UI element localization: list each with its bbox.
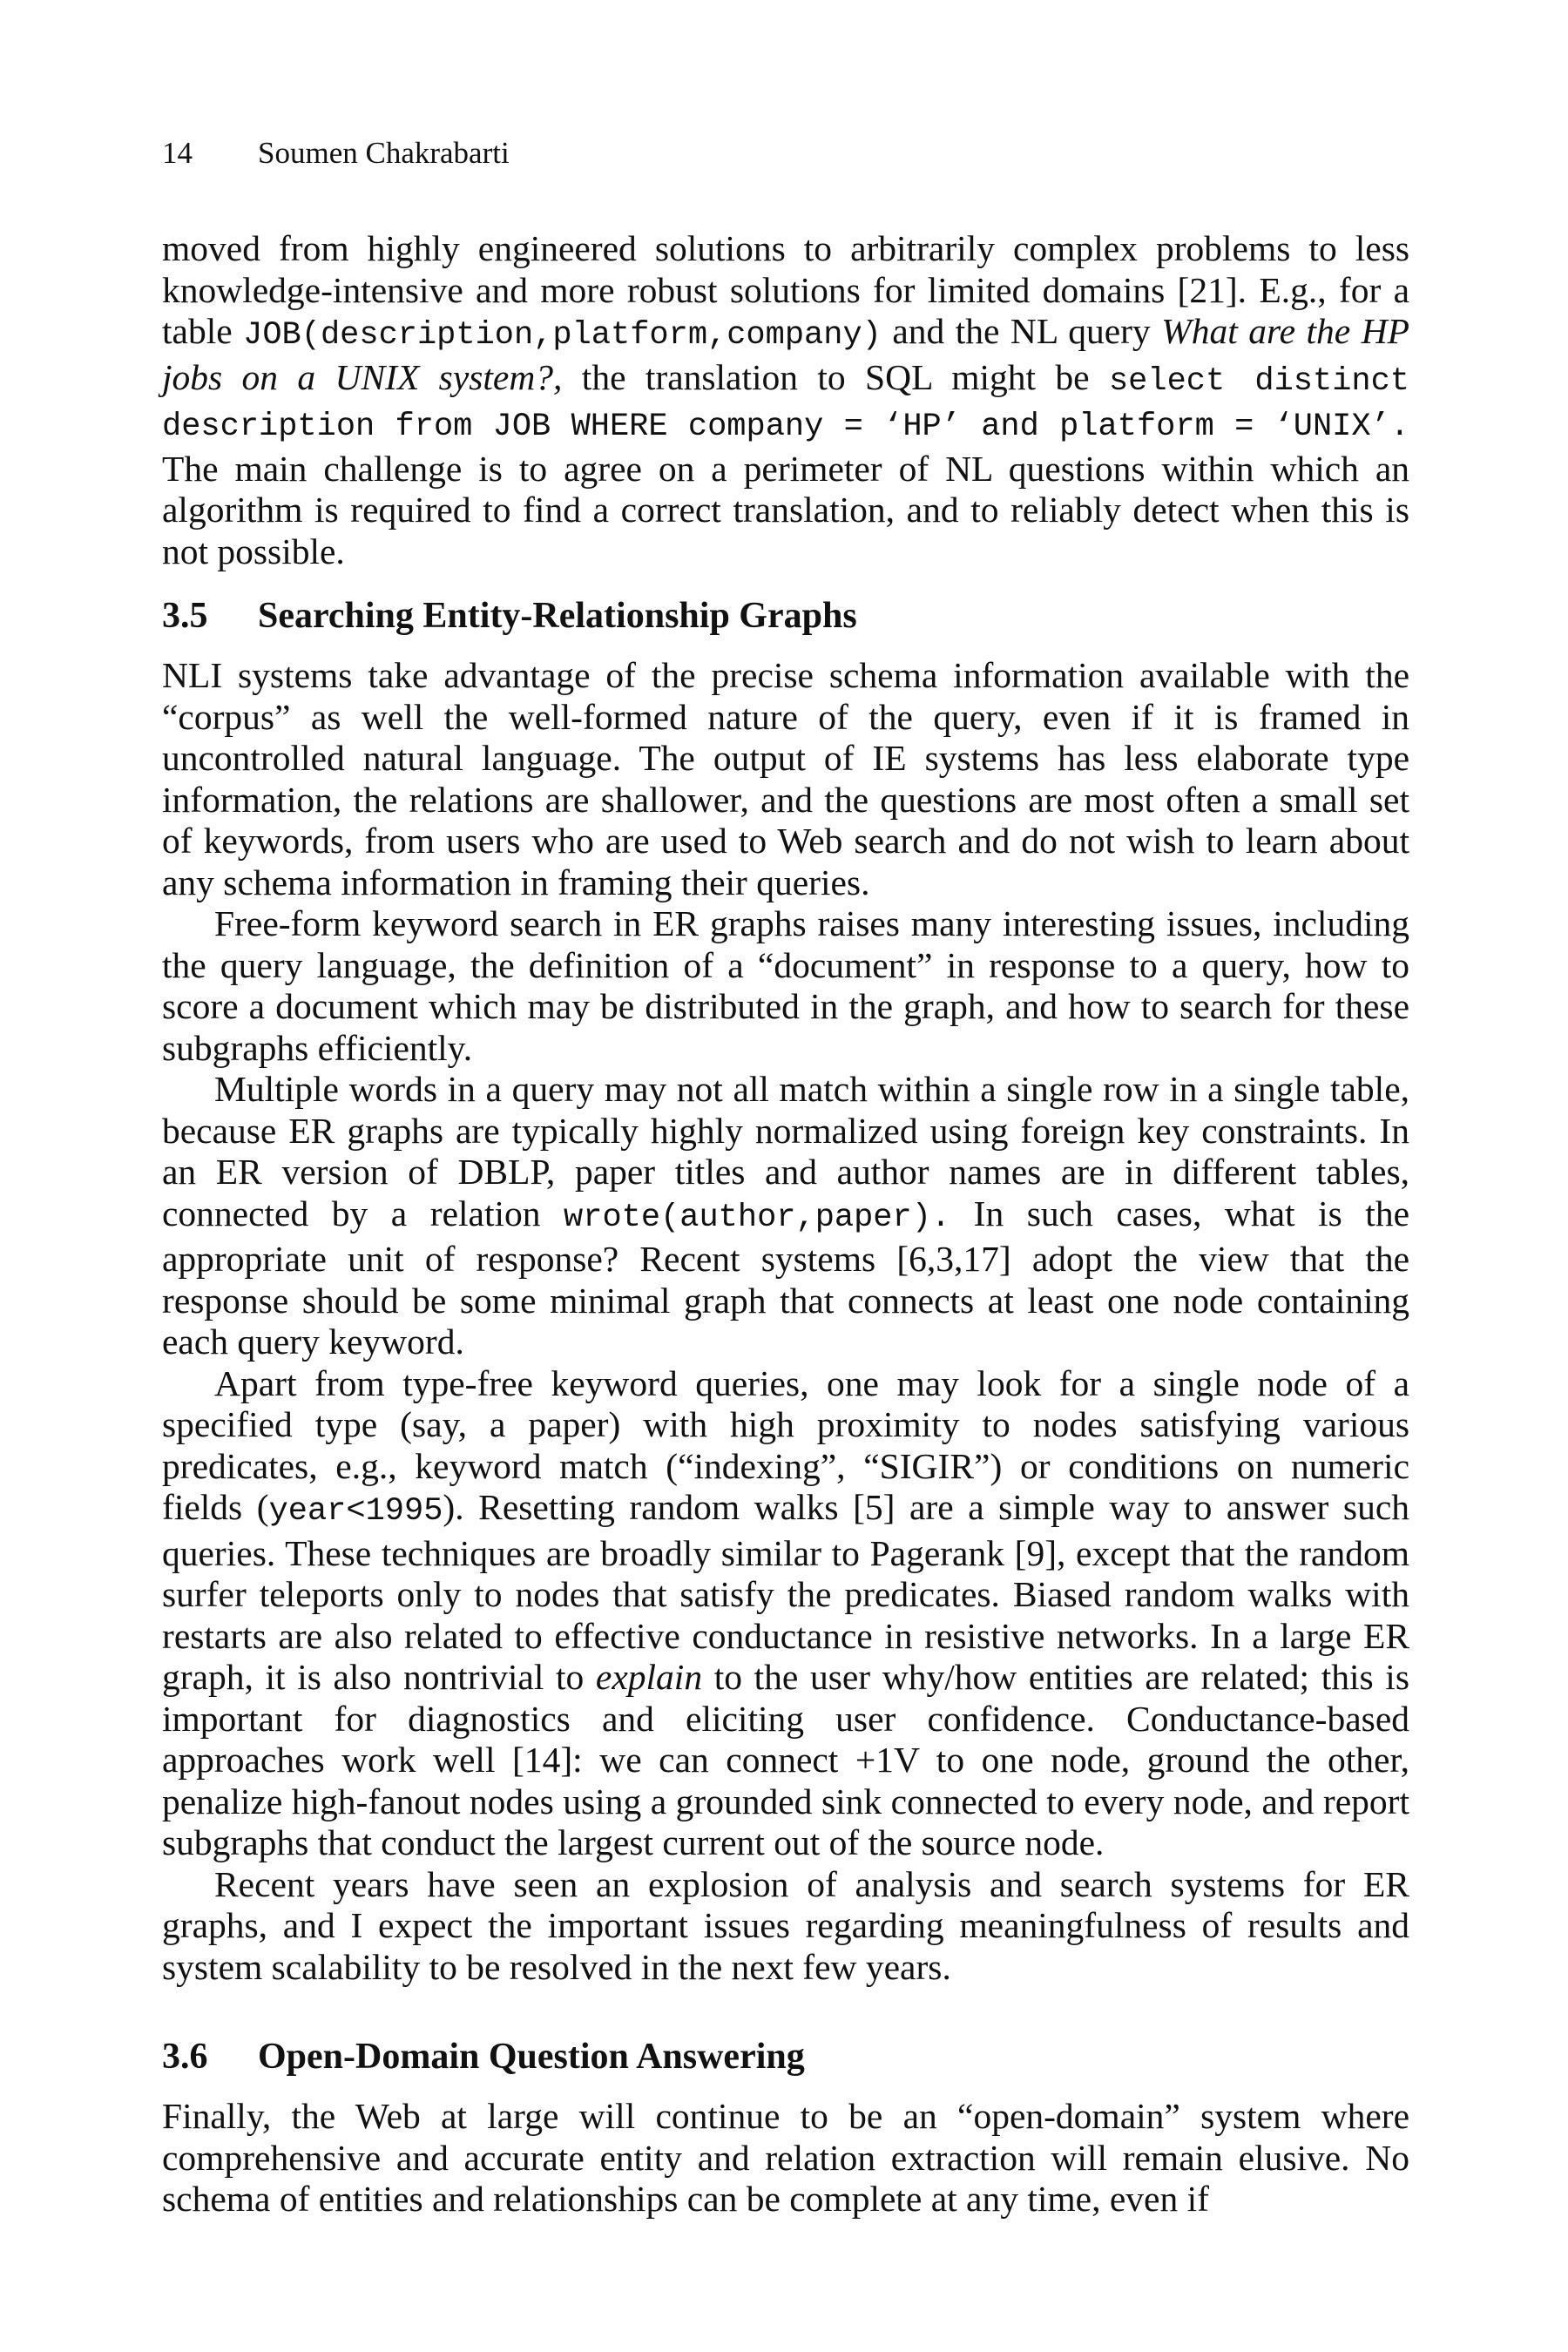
paragraph: NLI systems take advantage of the precise schema information available with the “corpus” as well the well-formed nature of the query, even if it is framed in uncontrolled natural language. The output of IE systems has less elaborate type information, the relations are shallower, and the questions are most often a small set of keywords, from users who are used to Web search and do not wish to learn about any schema information in framing their queries. — [162, 655, 1409, 902]
section-number: 3.5 — [162, 596, 208, 636]
paragraph-text: In such cases, what is the appropriate unit of response? Recent systems [6,3,17] adopt the view that the response should be some minimal graph that connects at least one node containing each query keyword. — [162, 1193, 1409, 1362]
page-number: 14 — [162, 136, 193, 170]
section-3-6 — [162, 2036, 1409, 2220]
paragraph-text: ). Resetting random walks [5] are a simple way to answer such queries. These techniques are broadly similar to Pagerank [9], except that the random surfer teleports only to nodes that satisfy the predicates. Biased random walks with restarts are also related to effective conductance in resistive networks. In a large ER graph, it is also nontrivial to — [162, 1487, 1409, 1697]
intro-text-2: and the NL query — [881, 311, 1162, 351]
paragraph — [162, 1363, 1409, 1864]
section-3-5 — [162, 595, 1409, 1988]
intro-code-table: JOB(description,platform,company) — [243, 317, 882, 354]
paragraph: Recent years have seen an explosion of analysis and search systems for ER graphs, and I expect the important issues regarding meaningfulness of results and system scalability to be resolved in the next few years. — [162, 1863, 1409, 1987]
paragraph: Free-form keyword search in ER graphs raises many interesting issues, including the query language, the definition of a “document” in response to a query, how to score a document which may be distributed in the graph, and how to search for these subgraphs efficiently. — [162, 903, 1409, 1068]
intro-paragraph — [162, 228, 1409, 572]
paragraph-text: to the user why/how entities are related; this is important for diagnostics and eliciting user confidence. Conductance-based approaches work well [14]: we can connect +1V to one node, ground the other, penalize high-fanout nodes using a grounded sink connected to every node, and report subgraphs that conduct the largest current out of the source node. — [162, 1657, 1409, 1862]
intro-block — [162, 228, 1409, 572]
predicate-code: year<1995 — [268, 1493, 443, 1530]
section-heading-3-5 — [162, 595, 1409, 637]
section-title: Searching Entity-Relationship Graphs — [258, 596, 857, 636]
intro-text-3: the translation to SQL might be — [562, 356, 1109, 397]
intro-nl-query: What are the HP jobs on a UNIX system?, — [162, 311, 1410, 397]
running-author: Soumen Chakrabarti — [258, 136, 510, 170]
paragraph-text: Apart from type-free keyword queries, one may look for a single node of a specified type (say, a paper) with high proximity to nodes satisfying various predicates, e.g., keyword match (“indexing”, “SIGIR”) or conditions on numeric fields ( — [162, 1362, 1409, 1527]
intro-text-4: The main challenge is to agree on a perimeter of NL questions within which an algorithm is required to find a correct translation, and to reliably detect when this is not possible. — [162, 448, 1409, 571]
section-title: Open-Domain Question Answering — [258, 2037, 805, 2077]
relation-code: wrote(author,paper). — [564, 1199, 951, 1236]
paragraph — [162, 1069, 1409, 1363]
paragraph: Finally, the Web at large will continue to be an “open-domain” system where comprehensive and accurate entity and relation extraction will remain elusive. No schema of entities and relationships can be complete at any time, even if — [162, 2096, 1409, 2219]
emphasis-explain: explain — [595, 1657, 703, 1697]
running-header — [162, 136, 510, 171]
section-number: 3.6 — [162, 2037, 208, 2077]
intro-sql-query: select distinct description from JOB WHERE company = ‘HP’ and platform = ‘UNIX’. — [162, 362, 1410, 445]
section-heading-3-6 — [162, 2036, 1409, 2078]
intro-text-1: moved from highly engineered solutions to arbitrarily complex problems to less knowledge-intensive and more robust solutions for limited domains [21]. E.g., for a table — [162, 228, 1409, 351]
paragraph-text: Multiple words in a query may not all match within a single row in a single table, because ER graphs are typically highly normalized using foreign key constraints. In an ER version of DBLP, paper titles and author names are in different tables, connected by a relation — [162, 1069, 1409, 1233]
